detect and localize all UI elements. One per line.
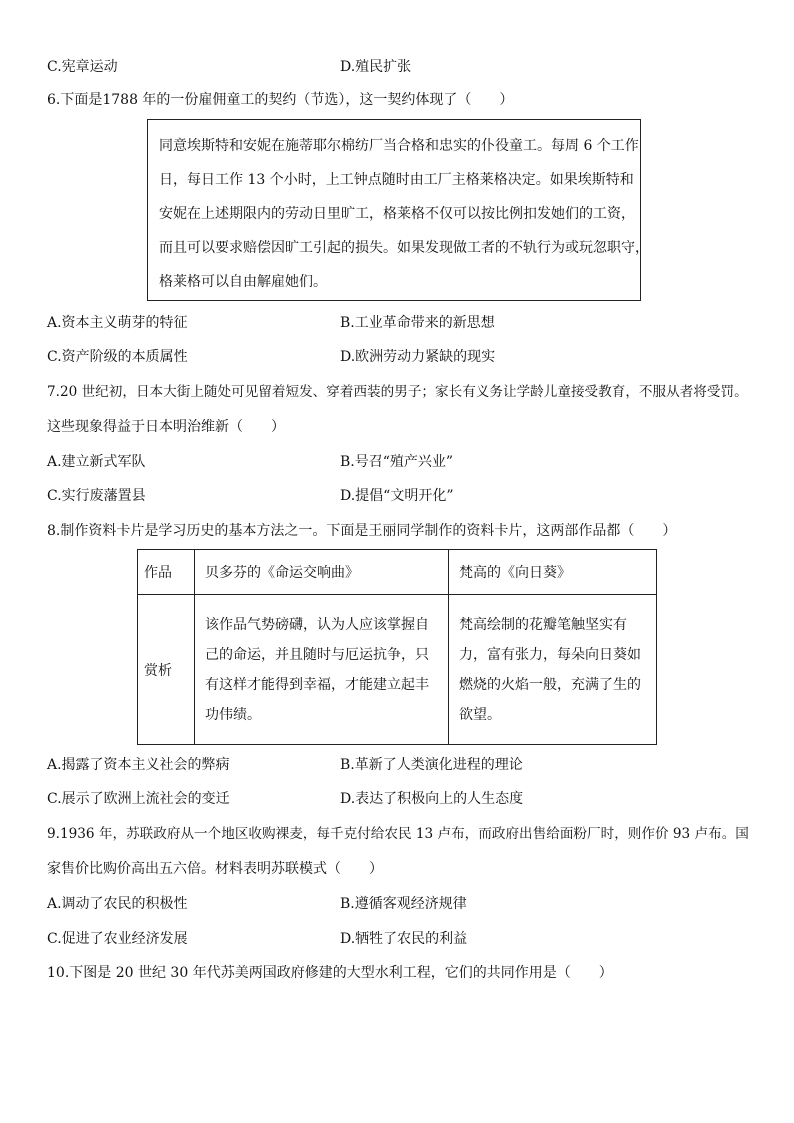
q6-stem: 6.下面是1788 年的一份雇佣童工的契约（节选），这一契约体现了（ ） xyxy=(47,92,514,108)
q10-stem: 10.下图是 20 世纪 30 年代苏美两国政府修建的大型水利工程，它们的共同作用是（ ） xyxy=(47,965,613,981)
q6-option-c: C.资产阶级的本质属性 xyxy=(47,349,188,365)
table-header-cell: 作品 xyxy=(138,550,195,595)
table-cell: 该作品气势磅礴，认为人应该掌握自己的命运，并且随时与厄运抗争，只有这样才能得到幸福，才能建立起丰功伟绩。 xyxy=(195,595,449,745)
q5-option-c: C.宪章运动 xyxy=(47,59,118,75)
q7-stem-line2: 这些现象得益于日本明治维新（ ） xyxy=(47,419,285,435)
q8-option-b: B.革新了人类演化进程的理论 xyxy=(340,757,523,773)
q9-stem-line1: 9.1936 年，苏联政府从一个地区收购裸麦，每千克付给农民 13 卢布，而政府出售给面粉厂时，则作价 93 卢布。国 xyxy=(47,826,749,842)
q9-option-d: D.牺牲了农民的利益 xyxy=(340,931,468,947)
table-header-cell: 贝多芬的《命运交响曲》 xyxy=(195,550,449,595)
q6-material-line: 同意埃斯特和安妮在施蒂耶尔棉纺厂当合格和忠实的仆役童工。每周 6 个工作 xyxy=(159,138,639,154)
q8-info-card-table xyxy=(137,549,657,745)
q6-material-line: 格莱格可以自由解雇她们。 xyxy=(159,274,327,290)
q7-option-a: A.建立新式军队 xyxy=(47,454,146,470)
q7-stem-line1: 7.20 世纪初，日本大街上随处可见留着短发、穿着西装的男子；家长有义务让学龄儿童接受教育，不服从者将受罚。 xyxy=(47,384,748,400)
q9-option-b: B.遵循客观经济规律 xyxy=(340,896,467,912)
q8-option-d: D.表达了积极向上的人生态度 xyxy=(340,791,524,807)
q8-option-a: A.揭露了资本主义社会的弊病 xyxy=(47,757,230,773)
q7-option-b: B.号召“殖产兴业” xyxy=(340,454,454,470)
table-header-cell: 梵高的《向日葵》 xyxy=(449,550,657,595)
q6-option-a: A.资本主义萌芽的特征 xyxy=(47,315,188,331)
q9-option-c: C.促进了农业经济发展 xyxy=(47,931,188,947)
q7-option-d: D.提倡“文明开化” xyxy=(340,488,454,504)
q7-option-c: C.实行废藩置县 xyxy=(47,488,146,504)
q6-material-line: 而且可以要求赔偿因旷工引起的损失。如果发现做工者的不轨行为或玩忽职守， xyxy=(159,240,649,256)
q6-option-d: D.欧洲劳动力紧缺的现实 xyxy=(340,349,496,365)
q5-option-d: D.殖民扩张 xyxy=(340,59,412,75)
q9-option-a: A.调动了农民的积极性 xyxy=(47,896,188,912)
q9-stem-line2: 家售价比购价高出五六倍。材料表明苏联模式（ ） xyxy=(47,861,383,877)
q6-option-b: B.工业革命带来的新思想 xyxy=(340,315,495,331)
q6-material-line: 日，每日工作 13 个小时，上工钟点随时由工厂主格莱格决定。如果埃斯特和 xyxy=(159,172,634,188)
table-row-label: 赏析 xyxy=(138,595,195,745)
q6-material-line: 安妮在上述期限内的劳动日里旷工，格莱格不仅可以按比例扣发她们的工资， xyxy=(159,206,635,222)
q8-stem: 8.制作资料卡片是学习历史的基本方法之一。下面是王丽同学制作的资料卡片，这两部作品都（ ） xyxy=(47,523,677,539)
table-cell: 梵高绘制的花瓣笔触坚实有力，富有张力，每朵向日葵如燃烧的火焰一般，充满了生的欲望。 xyxy=(449,595,657,745)
q6-material-box xyxy=(147,119,649,301)
q8-option-c: C.展示了欧洲上流社会的变迁 xyxy=(47,791,230,807)
